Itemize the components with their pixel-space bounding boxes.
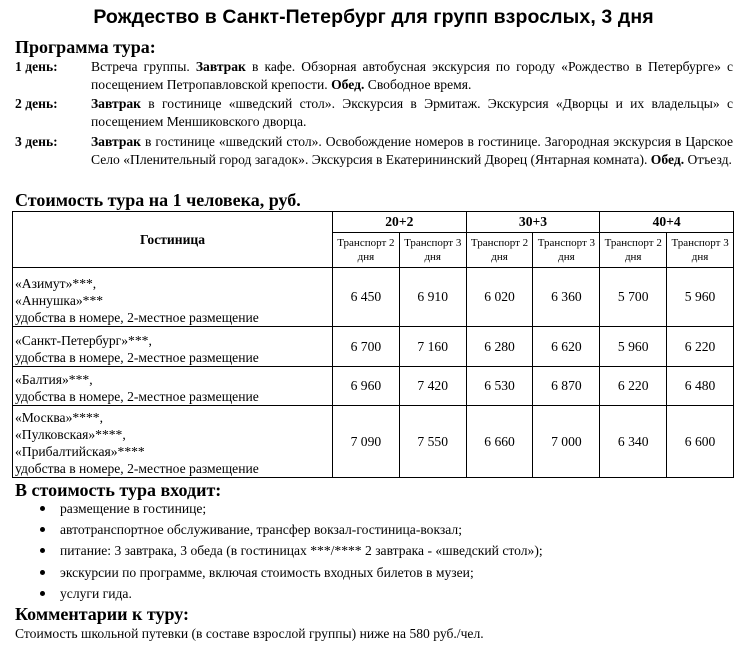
price-cell: 6 220: [600, 366, 667, 406]
price-cell: 6 360: [533, 268, 600, 327]
transport-header: Транспорт 2 дня: [600, 233, 667, 268]
bullet-icon: [40, 570, 45, 575]
bold-term: Завтрак: [195, 59, 246, 74]
comments-heading: Комментарии к туру:: [15, 604, 190, 624]
hotel-cell: [13, 268, 333, 327]
price-cell: 5 700: [600, 268, 667, 327]
price-cell: 6 910: [399, 268, 466, 327]
bold-term: Завтрак: [91, 96, 142, 111]
text-segment: Свободное время.: [364, 77, 472, 92]
price-cell: 6 530: [466, 366, 533, 406]
price-table: [12, 211, 734, 478]
text-segment: Встреча группы.: [91, 59, 196, 74]
list-item: [15, 498, 543, 519]
price-cell: 7 550: [399, 406, 466, 478]
hotel-line: удобства в номере, 2-местное размещение: [15, 349, 259, 365]
price-cell: 6 340: [600, 406, 667, 478]
hotel-line: удобства в номере, 2-местное размещение: [15, 310, 259, 326]
list-item-text: питание: 3 завтрака, 3 обеда (в гостиницах ***/**** 2 завтрака - «шведский стол»);: [60, 543, 543, 559]
list-item: [15, 519, 543, 540]
bullet-icon: [40, 591, 45, 596]
table-row: [13, 327, 734, 367]
bullet-icon: [40, 527, 45, 532]
hotel-line: «Санкт-Петербург»***,: [15, 332, 152, 348]
price-cell: 6 700: [332, 327, 399, 367]
hotel-cell: [13, 406, 333, 478]
price-cell: 6 480: [667, 366, 734, 406]
transport-header: Транспорт 3 дня: [667, 233, 734, 268]
price-table-body: [13, 268, 734, 478]
included-heading: В стоимость тура входит:: [15, 480, 222, 500]
price-cell: 7 160: [399, 327, 466, 367]
hotel-column-header: Гостиница: [13, 212, 333, 268]
transport-header: Транспорт 3 дня: [533, 233, 600, 268]
transport-header: Транспорт 2 дня: [466, 233, 533, 268]
list-item: [15, 562, 543, 583]
day-label: 2 день:: [15, 96, 58, 111]
program-heading: Программа тура:: [15, 37, 156, 57]
day-description: [91, 58, 733, 94]
day-label: 1 день:: [15, 59, 58, 74]
text-segment: в гостинице «шведский стол». Экскурсия в Эрмитаж. Экскурсия «Дворцы и их владельцы» с посещением Меншиковского дворца.: [91, 96, 733, 129]
table-row: [13, 406, 734, 478]
list-item-text: размещение в гостинице;: [60, 501, 207, 516]
text-segment: в кафе. Обзорная автобусная экскурсия по городу «Рождество в Петербурге» с посещением Петропавловской крепости.: [91, 59, 734, 92]
price-cell: 6 600: [667, 406, 734, 478]
list-item-text: экскурсии по программе, включая стоимость входных билетов в музеи;: [60, 564, 474, 580]
day-description: [91, 133, 733, 169]
program-day-2: [15, 95, 733, 131]
day-description: [91, 95, 733, 131]
price-cell: 7 090: [332, 406, 399, 478]
hotel-line: «Балтия»***,: [15, 372, 93, 388]
hotel-cell: [13, 327, 333, 367]
price-cell: 7 420: [399, 366, 466, 406]
hotel-line: «Прибалтийская»****: [15, 444, 145, 459]
page-title: Рождество в Санкт-Петербург для групп взрослых, 3 дня: [93, 6, 654, 28]
program-day-1: [15, 58, 733, 94]
bullet-icon: [40, 548, 45, 553]
bold-term: Завтрак: [91, 134, 142, 149]
price-cell: 5 960: [600, 327, 667, 367]
text-segment: в гостинице «шведский стол». Освобождение номеров в гостинице. Загородная экскурсия в Царское Село «Пленительный город загадок». Экскурсия в Екатерининский Дворец (Янтарная комната).: [91, 134, 733, 167]
group-header: 20+2: [332, 212, 466, 233]
price-cell: 6 870: [533, 366, 600, 406]
list-item: [15, 583, 543, 604]
comment-text: Стоимость школьной путевки (в составе взрослой группы) ниже на 580 руб./чел.: [15, 626, 484, 641]
hotel-line: «Пулковская»****,: [15, 427, 126, 442]
table-row: [13, 366, 734, 406]
price-cell: 6 620: [533, 327, 600, 367]
hotel-line: «Азимут»***,: [15, 276, 97, 292]
price-heading: Стоимость тура на 1 человека, руб.: [15, 190, 301, 210]
price-cell: 5 960: [667, 268, 734, 327]
hotel-line: «Москва»****,: [15, 410, 103, 425]
list-item: [15, 540, 543, 561]
price-cell: 7 000: [533, 406, 600, 478]
transport-header: Транспорт 2 дня: [332, 233, 399, 268]
bold-term: Обед.: [331, 77, 365, 92]
price-cell: 6 450: [332, 268, 399, 327]
price-cell: 6 960: [332, 366, 399, 406]
hotel-line: удобства в номере, 2-местное размещение: [15, 389, 259, 405]
group-header: 40+4: [600, 212, 734, 233]
price-cell: 6 220: [667, 327, 734, 367]
program-day-3: [15, 133, 733, 187]
day-label: 3 день:: [15, 134, 58, 149]
bullet-icon: [40, 506, 45, 511]
group-header: 30+3: [466, 212, 600, 233]
list-item-text: услуги гида.: [60, 585, 132, 601]
transport-header: Транспорт 3 дня: [399, 233, 466, 268]
price-cell: 6 020: [466, 268, 533, 327]
table-row: [13, 268, 734, 327]
hotel-cell: [13, 366, 333, 406]
hotel-line: «Аннушка»***: [15, 293, 104, 309]
price-cell: 6 660: [466, 406, 533, 478]
text-segment: Отъезд.: [684, 152, 732, 167]
included-list: [15, 498, 543, 604]
price-cell: 6 280: [466, 327, 533, 367]
bold-term: Обед.: [650, 152, 685, 167]
list-item-text: автотранспортное обслуживание, трансфер вокзал-гостиница-вокзал;: [60, 522, 462, 538]
hotel-line: удобства в номере, 2-местное размещение: [15, 461, 259, 476]
